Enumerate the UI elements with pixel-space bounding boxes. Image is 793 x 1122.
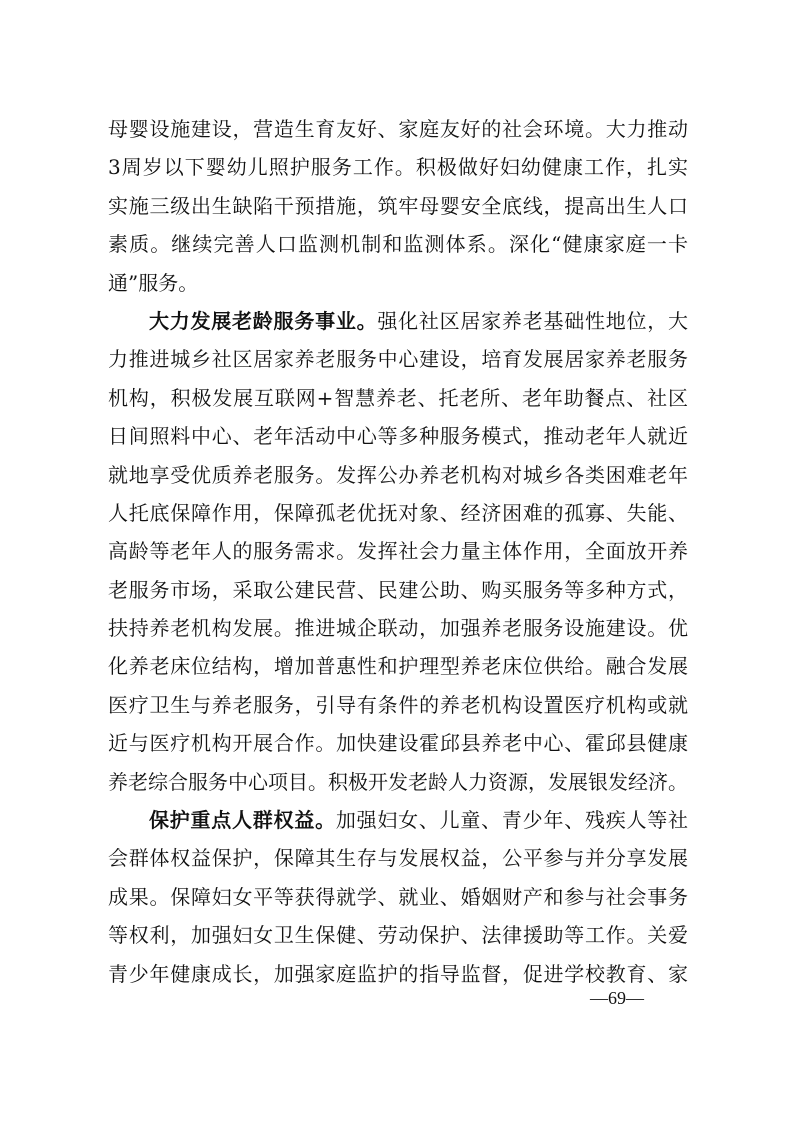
body-text bbox=[108, 110, 688, 993]
line-text: 就地享受优质养老服务。发挥公办养老机构对城乡各类困难老年 bbox=[108, 462, 689, 487]
line-text: 医疗卫生与养老服务，引导有条件的养老机构设置医疗机构或就 bbox=[108, 692, 689, 717]
text-line bbox=[108, 801, 688, 839]
line-text: 扶持养老机构发展。推进城企联动，加强养老服务设施建设。优 bbox=[108, 616, 689, 641]
line-text: 机构，积极发展互联网+智慧养老、托老所、老年助餐点、社区 bbox=[108, 385, 689, 410]
text-line bbox=[108, 264, 688, 302]
line-text: 强化社区居家养老基础性地位，大 bbox=[377, 308, 689, 333]
line-text: 成果。保障妇女平等获得就学、就业、婚姻财产和参与社会事务 bbox=[108, 884, 689, 909]
text-line bbox=[108, 456, 688, 494]
paragraph-heading: 大力发展老龄服务事业。 bbox=[149, 308, 378, 333]
line-text: 青少年健康成长，加强家庭监护的指导监督，促进学校教育、家 bbox=[108, 961, 689, 986]
text-line bbox=[108, 110, 688, 148]
text-line bbox=[108, 379, 688, 417]
line-text: 高龄等老年人的服务需求。发挥社会力量主体作用，全面放开养 bbox=[108, 539, 689, 564]
line-text: 母婴设施建设，营造生育友好、家庭友好的社会环境。大力推动 bbox=[108, 117, 689, 141]
text-line bbox=[108, 878, 688, 916]
line-text: 会群体权益保护，保障其生存与发展权益，公平参与并分享发展 bbox=[108, 846, 689, 871]
text-line bbox=[108, 686, 688, 724]
text-line bbox=[108, 763, 688, 801]
text-line bbox=[108, 187, 688, 225]
line-text: 养老综合服务中心项目。积极开发老龄人力资源，发展银发经济。 bbox=[108, 769, 688, 794]
text-line bbox=[108, 609, 688, 647]
text-line bbox=[108, 494, 688, 532]
line-text: 老服务市场，采取公建民营、民建公助、购买服务等多种方式， bbox=[108, 577, 689, 602]
text-line bbox=[108, 148, 688, 186]
line-text: 素质。继续完善人口监测机制和监测体系。深化“健康家庭一卡 bbox=[108, 232, 690, 257]
line-text: 实施三级出生缺陷干预措施，筑牢母婴安全底线，提高出生人口 bbox=[108, 193, 689, 218]
text-line bbox=[108, 839, 688, 877]
page-number: —69— bbox=[590, 988, 644, 1008]
line-text: 3周岁以下婴幼儿照护服务工作。积极做好妇幼健康工作，扎实 bbox=[108, 155, 689, 180]
line-text: 人托底保障作用，保障孤老优抚对象、经济困难的孤寡、失能、 bbox=[108, 500, 689, 525]
line-text: 日间照料中心、老年活动中心等多种服务模式，推动老年人就近 bbox=[108, 424, 689, 449]
line-text: 加强妇女、儿童、青少年、残疾人等社 bbox=[335, 808, 689, 833]
line-text: 近与医疗机构开展合作。加快建设霍邱县养老中心、霍邱县健康 bbox=[108, 731, 689, 756]
text-line bbox=[108, 647, 688, 685]
text-line bbox=[108, 571, 688, 609]
line-text: 力推进城乡社区居家养老服务中心建设，培育发展居家养老服务 bbox=[108, 347, 689, 372]
text-line bbox=[108, 724, 688, 762]
line-text: 化养老床位结构，增加普惠性和护理型养老床位供给。融合发展 bbox=[108, 654, 689, 679]
text-line bbox=[108, 916, 688, 954]
text-line bbox=[108, 225, 688, 263]
text-line bbox=[108, 340, 688, 378]
line-text: 通”服务。 bbox=[108, 270, 199, 295]
line-text: 等权利，加强妇女卫生保健、劳动保护、法律援助等工作。关爱 bbox=[108, 923, 689, 948]
text-line bbox=[108, 532, 688, 570]
paragraph-heading: 保护重点人群权益。 bbox=[149, 808, 336, 833]
text-line bbox=[108, 417, 688, 455]
text-line bbox=[108, 302, 688, 340]
